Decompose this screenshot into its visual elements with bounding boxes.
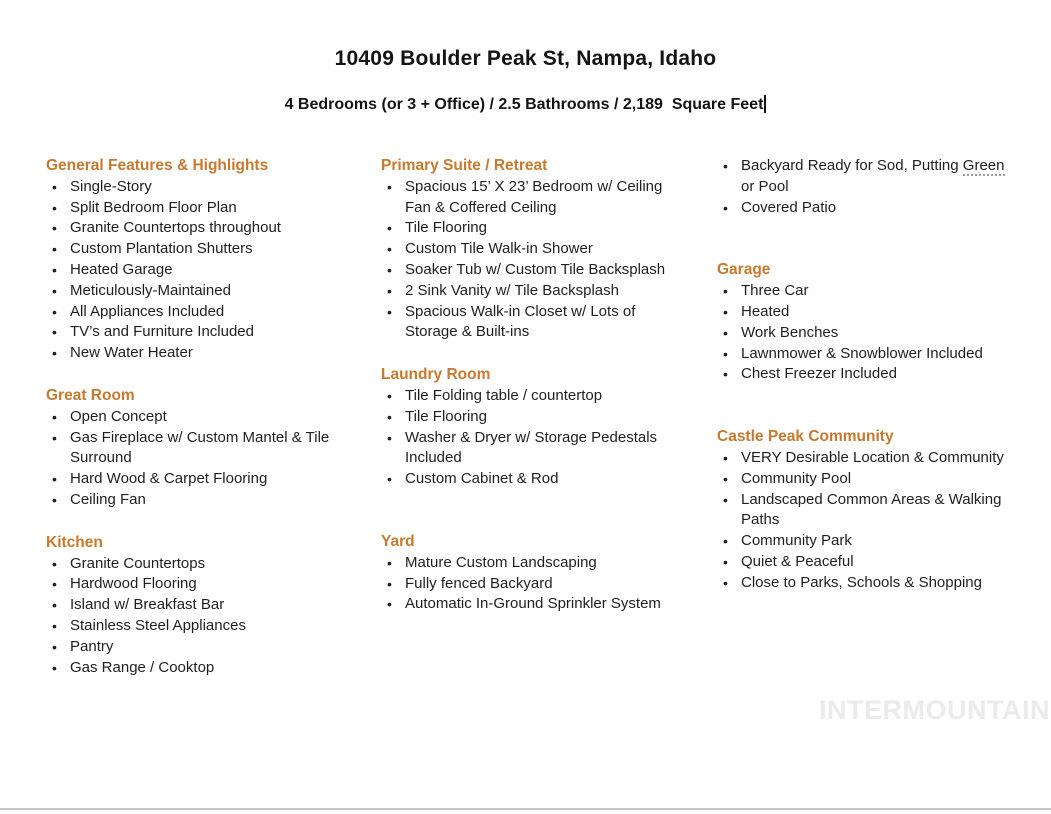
section-heading: Castle Peak Community	[717, 428, 894, 446]
list-item: • All Appliances Included	[46, 302, 338, 323]
list-item: • Hardwood Flooring	[46, 574, 338, 595]
list-item: • Tile Flooring	[381, 407, 673, 428]
list-item: • Community Park	[717, 531, 1013, 552]
section-heading: Yard	[381, 532, 415, 550]
list-item: • Heated Garage	[46, 260, 338, 281]
page-subtitle-line	[0, 95, 1051, 114]
section-general-features-highlights	[46, 156, 338, 364]
section-heading: Laundry Room	[381, 366, 491, 384]
list-item: • Spacious Walk-in Closet w/ Lots of Storage & Built-ins	[381, 302, 673, 344]
section-yard	[381, 532, 673, 615]
section-garage	[717, 260, 1013, 385]
feature-list	[46, 554, 338, 679]
column-right	[717, 156, 1013, 594]
list-item: • Washer & Dryer w/ Storage Pedestals Included	[381, 428, 673, 470]
list-item: • Close to Parks, Schools & Shopping	[717, 573, 1013, 594]
list-item: • Granite Countertops throughout	[46, 218, 338, 239]
list-item: • Tile Flooring	[381, 218, 673, 239]
feature-list	[46, 177, 338, 364]
list-item: • Fully fenced Backyard	[381, 574, 673, 595]
page-subtitle: 4 Bedrooms (or 3 + Office) / 2.5 Bathrooms / 2,189 Square Feet	[284, 96, 764, 113]
list-item: • New Water Heater	[46, 343, 338, 364]
list-item: • Meticulously-Maintained	[46, 281, 338, 302]
feature-list	[717, 281, 1013, 385]
list-item: • Hard Wood & Carpet Flooring	[46, 469, 338, 490]
list-item: • Gas Range / Cooktop	[46, 658, 338, 679]
bottom-divider	[0, 808, 1051, 810]
list-item: • Spacious 15’ X 23’ Bedroom w/ Ceiling Fan & Coffered Ceiling	[381, 177, 673, 219]
list-item: • Granite Countertops	[46, 554, 338, 575]
text-run: or Pool	[741, 177, 789, 195]
list-item: • Tile Folding table / countertop	[381, 386, 673, 407]
feature-list	[717, 156, 1013, 218]
feature-list	[381, 177, 673, 343]
list-item: • Mature Custom Landscaping	[381, 553, 673, 574]
list-item: • Stainless Steel Appliances	[46, 616, 338, 637]
misspelled-word: Green	[962, 157, 1005, 174]
text-cursor	[764, 95, 766, 113]
list-item: • Covered Patio	[717, 198, 1013, 219]
list-item: • Chest Freezer Included	[717, 364, 1013, 385]
section-great-room	[46, 386, 338, 511]
section-kitchen	[46, 533, 338, 679]
list-item: • Work Benches	[717, 323, 1013, 344]
list-item: • Heated	[717, 302, 1013, 323]
list-item	[717, 156, 1013, 198]
list-item: • VERY Desirable Location & Community	[717, 448, 1013, 469]
list-item: • Pantry	[46, 637, 338, 658]
feature-list	[717, 448, 1013, 594]
list-item: • Quiet & Peaceful	[717, 552, 1013, 573]
section-primary-suite-retreat	[381, 156, 673, 343]
list-item: • Custom Cabinet & Rod	[381, 469, 673, 490]
list-item: • Single-Story	[46, 177, 338, 198]
section-castle-peak-community	[717, 427, 1013, 593]
section-laundry-room	[381, 365, 673, 490]
list-item: • Automatic In-Ground Sprinkler System	[381, 594, 673, 615]
section-heading: Garage	[717, 261, 771, 279]
section-heading: General Features & Highlights	[46, 157, 269, 174]
section-heading: Kitchen	[46, 533, 103, 551]
section-heading: Primary Suite / Retreat	[381, 157, 548, 174]
list-item: • 2 Sink Vanity w/ Tile Backsplash	[381, 281, 673, 302]
list-item: • Ceiling Fan	[46, 490, 338, 511]
watermark: INTERMOUNTAIN	[819, 695, 1050, 725]
list-item: • Three Car	[717, 281, 1013, 302]
column-left	[46, 156, 338, 678]
text-run: Backyard Ready for Sod, Putting	[741, 157, 963, 174]
list-item: • Split Bedroom Floor Plan	[46, 198, 338, 219]
section-heading: Great Room	[46, 386, 135, 404]
page-title: 10409 Boulder Peak St, Nampa, Idaho	[334, 47, 717, 70]
list-item: • Open Concept	[46, 407, 338, 428]
feature-list	[381, 553, 673, 615]
list-item: • Custom Plantation Shutters	[46, 239, 338, 260]
list-item: • Island w/ Breakfast Bar	[46, 595, 338, 616]
list-item: • Landscaped Common Areas & Walking Paths	[717, 490, 1013, 532]
list-item: • Lawnmower & Snowblower Included	[717, 344, 1013, 365]
feature-list	[46, 407, 338, 511]
feature-list	[381, 386, 673, 490]
list-item: • Gas Fireplace w/ Custom Mantel & Tile Surround	[46, 428, 338, 470]
section-yard-continued	[717, 156, 1013, 218]
list-item: • Soaker Tub w/ Custom Tile Backsplash	[381, 260, 673, 281]
column-middle	[381, 156, 673, 615]
list-item: • TV’s and Furniture Included	[46, 322, 338, 343]
list-item: • Custom Tile Walk-in Shower	[381, 239, 673, 260]
list-item: • Community Pool	[717, 469, 1013, 490]
